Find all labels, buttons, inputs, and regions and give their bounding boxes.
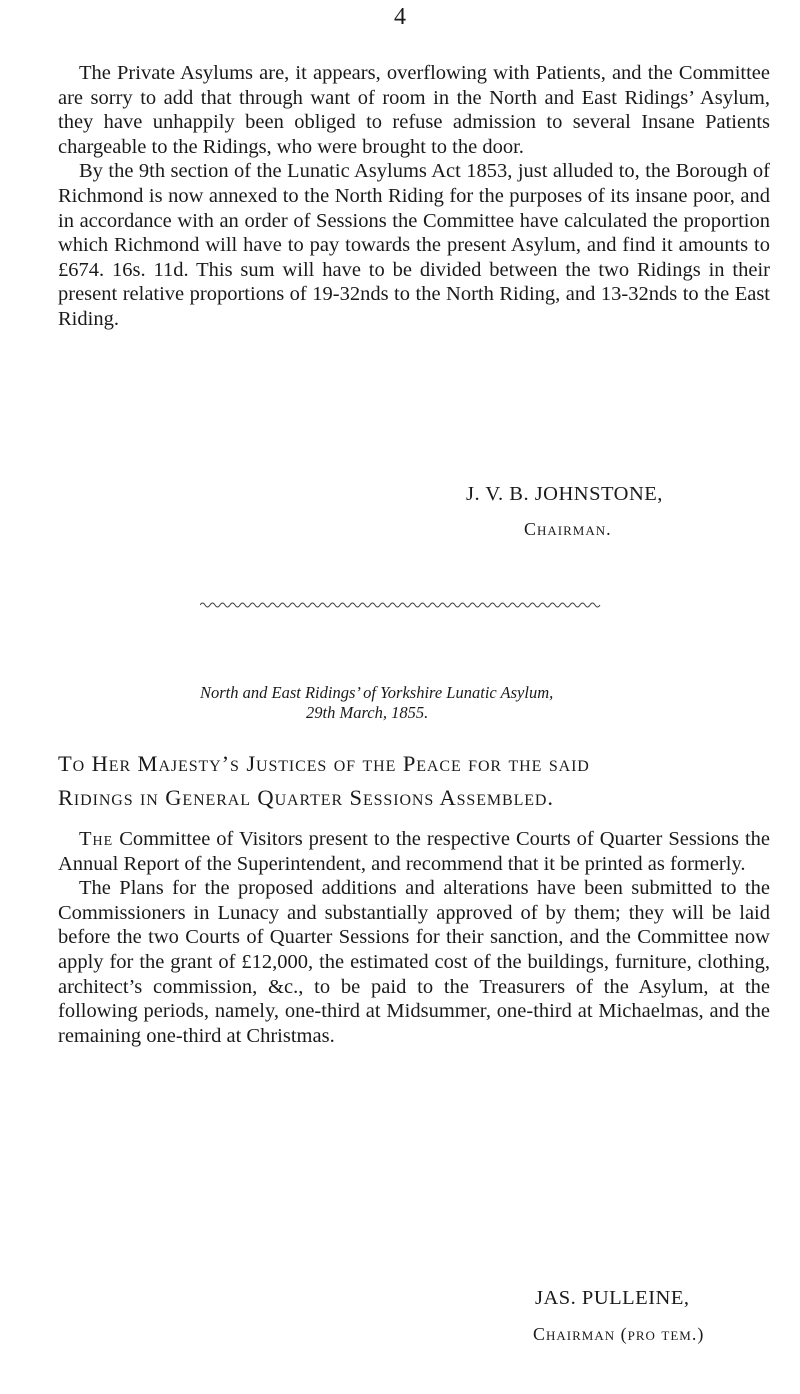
- address-line-2: Ridings in General Quarter Sessions Assembled.: [58, 785, 554, 810]
- paragraph-committee-visitors: [58, 827, 770, 876]
- wavy-divider: [200, 600, 604, 610]
- paragraph-committee-visitors-text: Committee of Visitors present to the respective Courts of Quarter Sessions the Annual Report of the Superintendent, and recommend that it be printed as formerly.: [58, 828, 770, 875]
- paragraph-richmond-borough: By the 9th section of the Lunatic Asylums Act 1853, just alluded to, the Borough of Richmond is now annexed to the North Riding for the purposes of its insane poor, and in accordance with an order of Sessions the Committee have calculated the proportion which Richmond will have to pay towards the present Asylum, and find it amounts to £674. 16s. 11d. This sum will have to be divided between the two Ridings in their present relative proportions of 19-32nds to the North Riding, and 13-32nds to the East Riding.: [58, 160, 770, 330]
- signature-name-johnstone: J. V. B. JOHNSTONE,: [466, 483, 663, 505]
- dateline-date: 29th March, 1855.: [306, 703, 429, 722]
- signature-name-pulleine: JAS. PULLEINE,: [535, 1287, 690, 1309]
- address-line-1: To Her Majesty’s Justices of the Peace for the said: [58, 751, 590, 776]
- signature-title-chairman: Chairman.: [524, 519, 612, 539]
- dateline-place: North and East Ridings’ of Yorkshire Lunatic Asylum,: [200, 683, 554, 702]
- report-body-first: [58, 61, 770, 332]
- page-number: 4: [394, 4, 406, 30]
- dateline: [200, 683, 770, 723]
- paragraph-private-asylums: The Private Asylums are, it appears, overflowing with Patients, and the Committee are sorry to add that through want of room in the North and East Ridings’ Asylum, they have unhappily been obliged to refuse admission to several Insane Patients chargeable to the Ridings, who were brought to the door.: [58, 62, 770, 158]
- lead-word: The: [79, 828, 114, 850]
- report-body-second: [58, 827, 770, 1048]
- address-heading: [58, 748, 773, 814]
- signature-title-chairman-pro-tem: Chairman (pro tem.): [533, 1324, 705, 1344]
- paragraph-plans-additions: The Plans for the proposed additions and alterations have been submitted to the Commissioners in Lunacy and substantially approved of by them; they will be laid before the two Courts of Quarter Sessions for their sanction, and the Committee now apply for the grant of £12,000, the estimated cost of the buildings, furniture, clothing, architect’s commission, &c., to be paid to the Treasurers of the Asylum, at the following periods, namely, one-third at Midsummer, one-third at Michaelmas, and the remaining one-third at Christmas.: [58, 877, 770, 1047]
